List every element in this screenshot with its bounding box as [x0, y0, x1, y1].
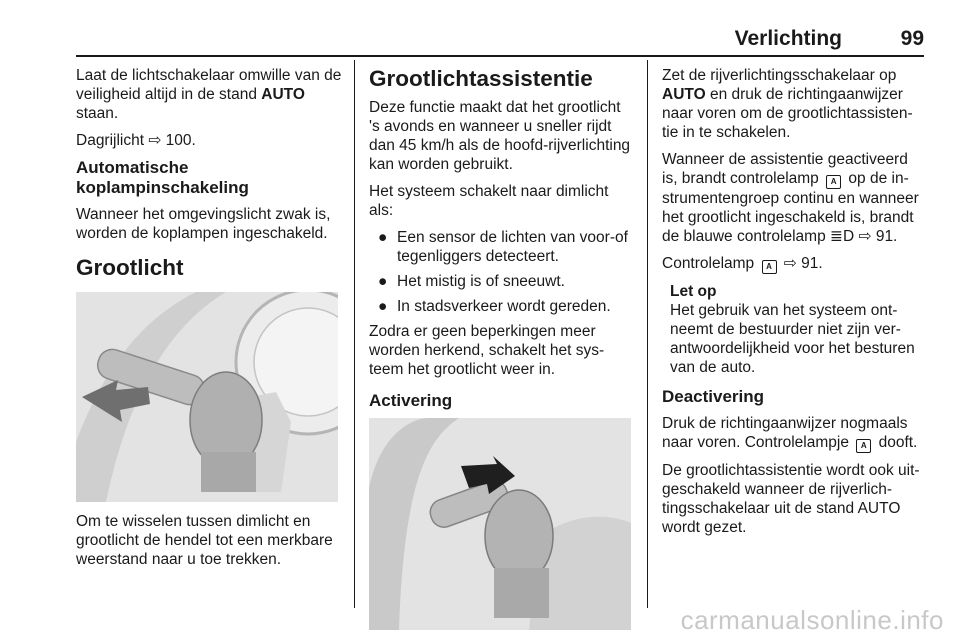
- paragraph-reactivation: Zodra er geen beperkingen meer worden herkend, schakelt het sys-teem het grootlicht weer in.: [369, 323, 605, 378]
- condition-list: [369, 228, 633, 316]
- paragraph-auto-deactivation: De grootlichtassistentie wordt ook uit-geschakeld wanneer de rijverlich-tingsschakelaar uit de stand AUTO wordt gezet.: [662, 462, 920, 536]
- column-3: [662, 66, 926, 545]
- section-title: Verlichting: [734, 27, 842, 50]
- paragraph-deactivation-instruction: Druk de richtingaanwijzer nogmaals naar voren. Controlelampje A dooft.: [662, 415, 918, 451]
- hba-lamp-icon: A: [762, 260, 777, 274]
- list-item: ● Het mistig is of sneeuwt.: [378, 273, 565, 290]
- heading-deactivering: Deactivering: [662, 387, 765, 406]
- paragraph-function-description: Deze functie maakt dat het grootlicht 's avonds en wanneer u sneller rijdt dan 45 km/h als de hoofd-rijverlichting kan worden gebruikt.: [369, 99, 631, 173]
- column-2: [369, 66, 633, 640]
- heading-grootlichtassistentie: Grootlichtassistentie: [369, 66, 593, 91]
- column-1: [76, 66, 342, 577]
- paragraph-dimlicht-conditions: Het systeem schakelt naar dimlicht als:: [369, 183, 609, 219]
- hba-lamp-icon: A: [826, 175, 841, 189]
- paragraph-ambient-light: Wanneer het omgevingslicht zwak is, worden de koplampen ingeschakeld.: [76, 206, 331, 242]
- paragraph-auto-safety: Laat de lichtschakelaar omwille van de veiligheid altijd in de stand AUTO staan.: [76, 67, 342, 122]
- list-item: ● Een sensor de lichten van voor-of tegenliggers detecteert.: [378, 229, 628, 265]
- hba-lamp-icon: A: [856, 439, 871, 453]
- header-rule: [76, 55, 924, 57]
- note-box: [670, 282, 926, 377]
- paragraph-switch-instruction: Om te wisselen tussen dimlicht en grootlicht de hendel tot een merkbare weerstand naar u toe trekken.: [76, 513, 333, 568]
- note-text: Het gebruik van het systeem ont-neemt de bestuurder niet zijn ver-antwoordelijkheid voor het besturen van de auto.: [670, 302, 915, 376]
- paragraph-dagrijlicht-ref: Dagrijlicht ⇨ 100.: [76, 132, 196, 149]
- heading-grootlicht: Grootlicht: [76, 255, 184, 280]
- paragraph-indicator-lamps: Wanneer de assistentie geactiveerd is, brandt controlelamp A op de in-strumentengroep continu en wanneer het grootlicht ingeschakeld is, brandt de blauwe controlelamp ≣D ⇨ 91.: [662, 151, 919, 245]
- column-divider-1: [354, 60, 355, 608]
- column-divider-2: [647, 60, 648, 608]
- heading-automatische-koplampinschakeling: Automatische koplampinschakeling: [76, 158, 249, 197]
- figure-lever-push-image: [369, 418, 631, 630]
- heading-activering: Activering: [369, 391, 453, 410]
- highbeam-lamp-icon: ≣D: [830, 228, 855, 245]
- note-title: Let op: [670, 283, 717, 300]
- watermark: carmanualsonline.info: [680, 605, 944, 635]
- paragraph-activation-instruction: Zet de rijverlichtingsschakelaar op AUTO en druk de richtingaanwijzer naar voren om de grootlichtassisten-tie in te schakelen.: [662, 67, 913, 141]
- page-number: 99: [900, 27, 924, 50]
- paragraph-controlelamp-ref: Controlelamp A ⇨ 91.: [662, 255, 823, 272]
- figure-lever-pull-image: [76, 292, 338, 502]
- list-item: ● In stadsverkeer wordt gereden.: [378, 298, 611, 315]
